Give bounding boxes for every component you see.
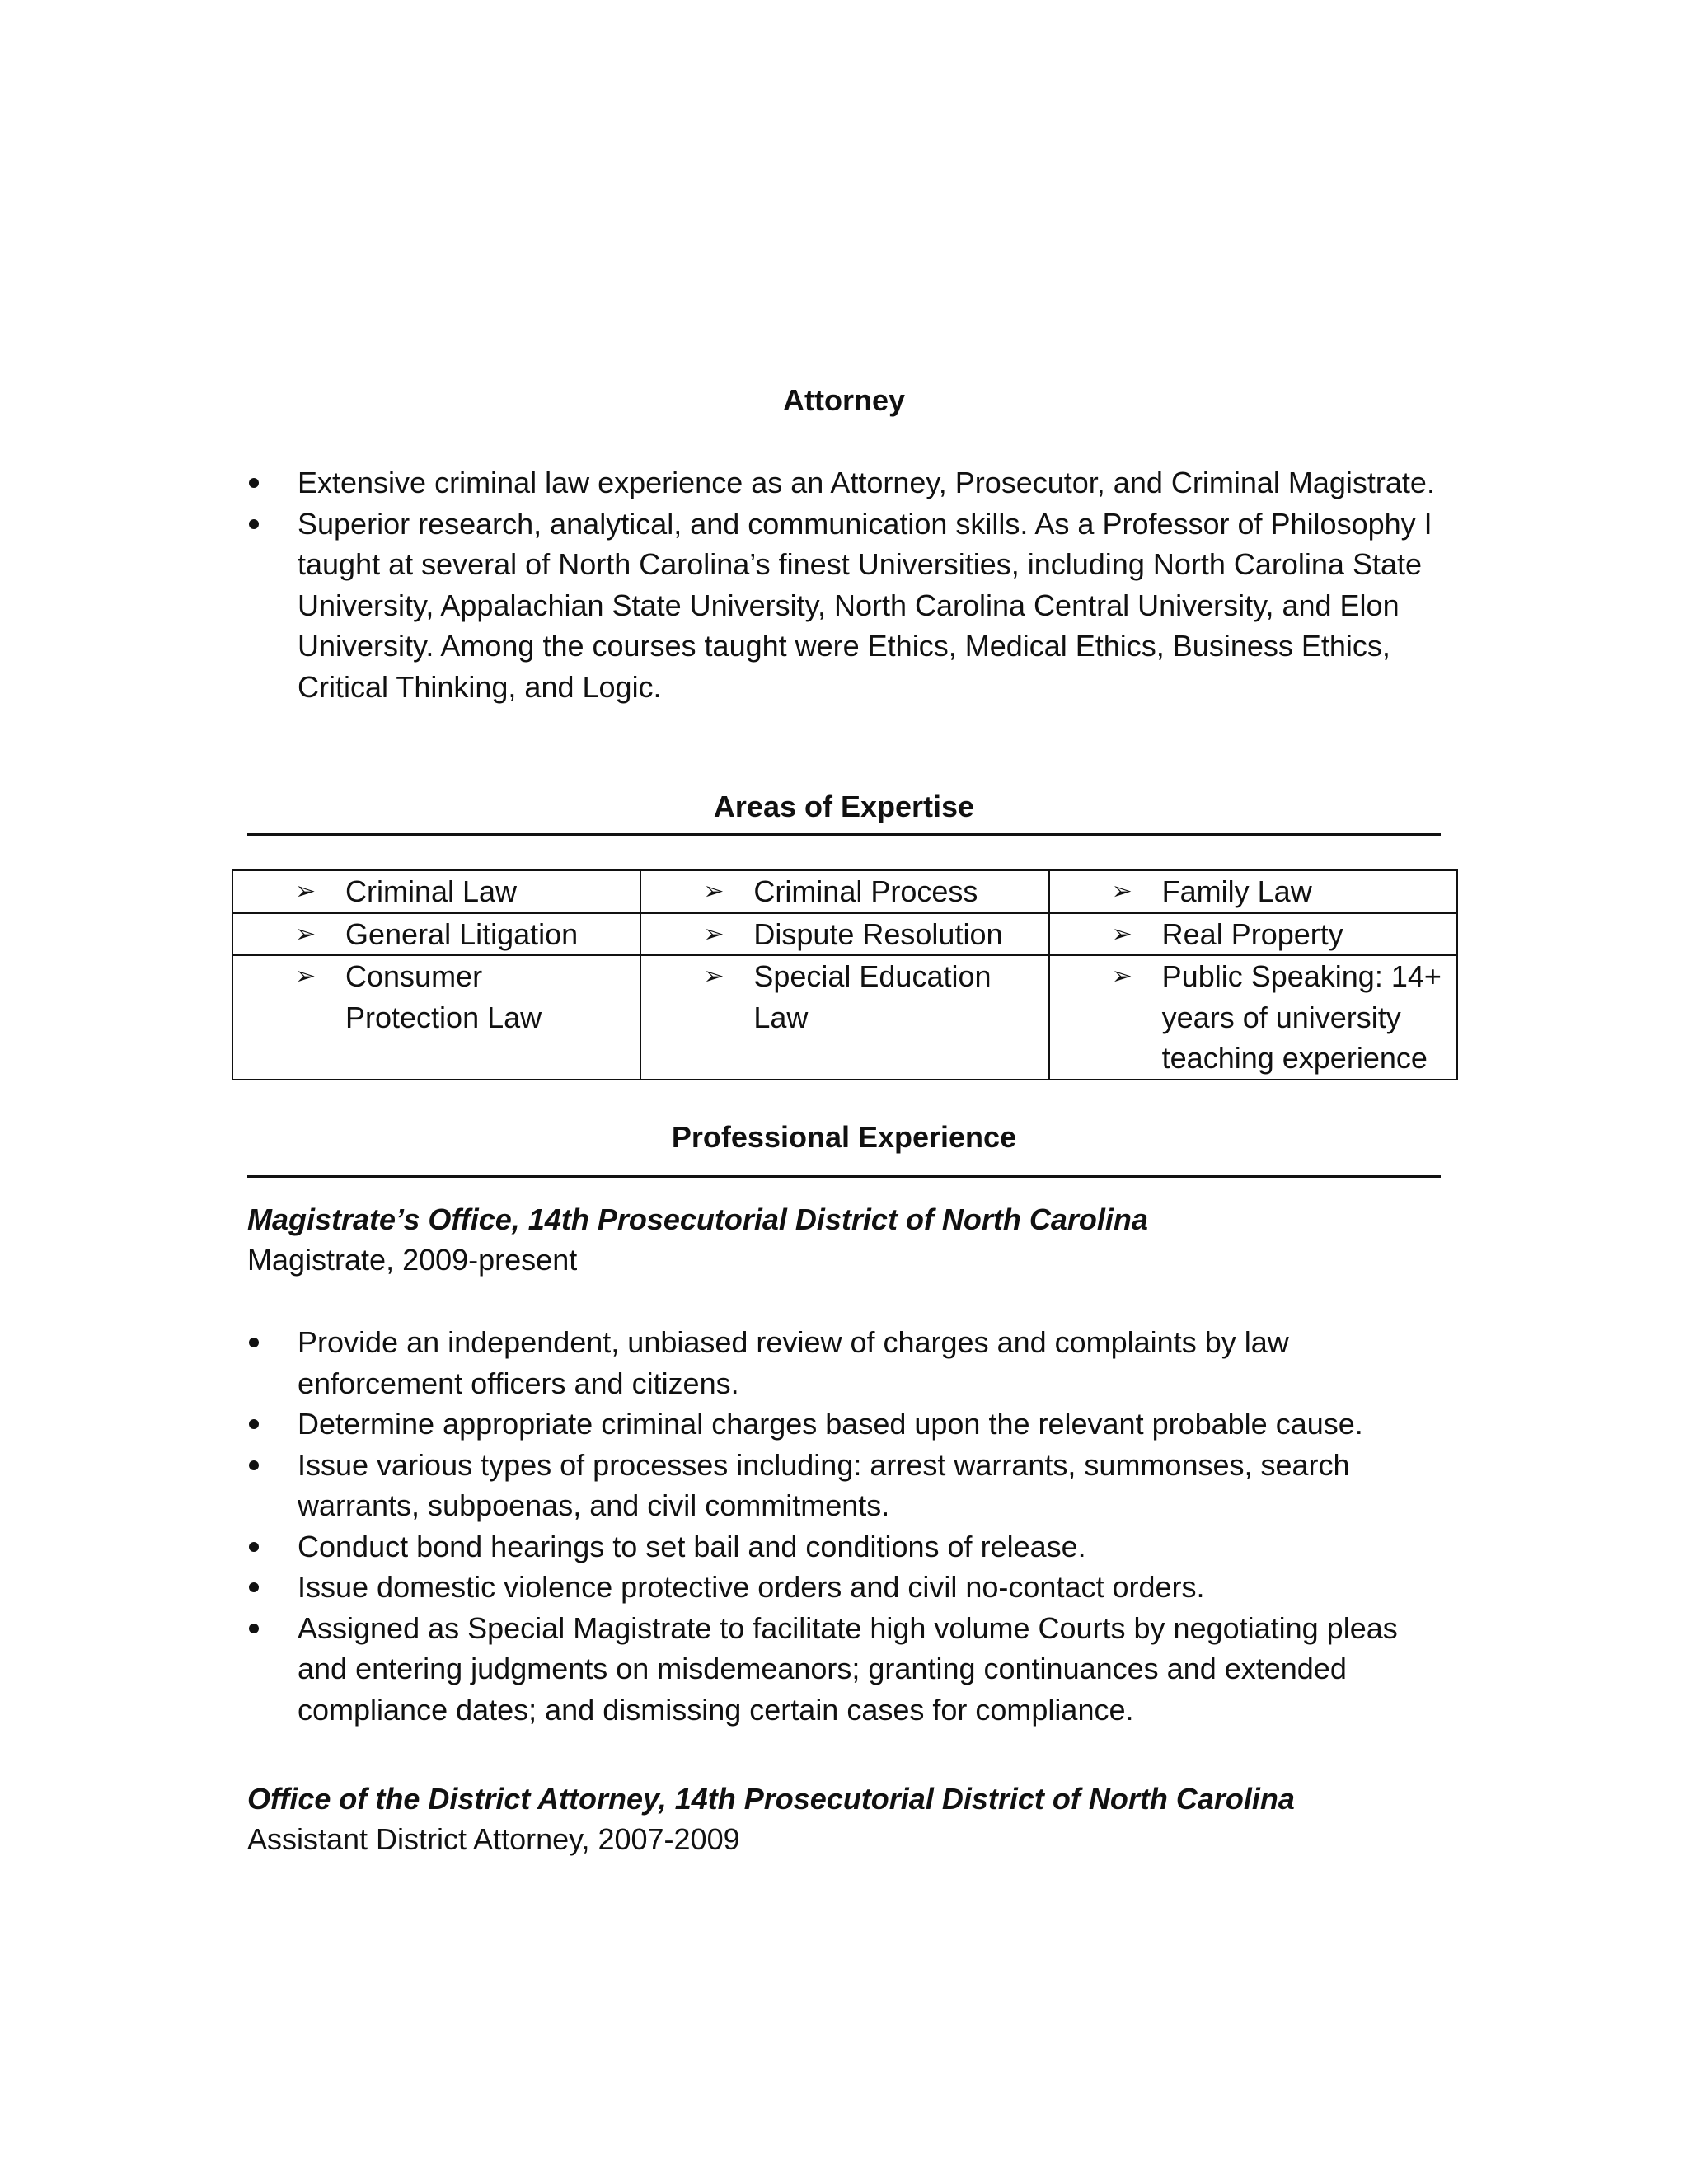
list-item: Provide an independent, unbiased review of charges and complaints by law enforcement officers and citizens.: [247, 1322, 1451, 1404]
section-divider: [247, 1175, 1441, 1178]
summary-list: [247, 462, 1451, 707]
bullet-icon: [249, 1582, 259, 1592]
arrow-bullet-icon: ➢: [703, 920, 724, 948]
bullet-icon: [249, 1419, 259, 1429]
bullet-icon: [249, 1338, 259, 1347]
bullet-icon: [249, 1460, 259, 1470]
page-title: Attorney: [782, 383, 905, 417]
table-row: [232, 913, 1457, 956]
table-cell: ➢ Criminal Law: [232, 870, 640, 913]
arrow-bullet-icon: ➢: [295, 878, 316, 905]
section-divider: [247, 833, 1441, 836]
job-role: Assistant District Attorney, 2007-2009: [247, 1822, 740, 1856]
arrow-bullet-icon: ➢: [1111, 878, 1132, 905]
arrow-bullet-icon: ➢: [295, 963, 316, 990]
table-row: [232, 955, 1457, 1080]
expertise-heading: Areas of Expertise: [713, 790, 975, 823]
table-cell: ➢ Real Property: [1049, 913, 1457, 956]
employer-name: Magistrate’s Office, 14th Prosecutorial District of North Carolina: [247, 1202, 1148, 1236]
employer-name: Office of the District Attorney, 14th Prosecutorial District of North Carolina: [247, 1782, 1295, 1816]
list-item: Conduct bond hearings to set bail and conditions of release.: [247, 1526, 1451, 1568]
list-item: Issue domestic violence protective orders and civil no-contact orders.: [247, 1567, 1451, 1608]
table-cell: ➢ Consumer Protection Law: [232, 955, 640, 1080]
table-cell: ➢ General Litigation: [232, 913, 640, 956]
arrow-bullet-icon: ➢: [703, 878, 724, 905]
list-item: Determine appropriate criminal charges based upon the relevant probable cause.: [247, 1404, 1451, 1445]
bullet-icon: [249, 1624, 259, 1633]
table-cell: ➢ Dispute Resolution: [640, 913, 1048, 956]
list-item: Assigned as Special Magistrate to facilitate high volume Courts by negotiating pleas and entering judgments on misdemeanors; granting continuances and extended compliance dates; and dismissing certain cases for compliance.: [247, 1608, 1451, 1731]
list-item: Issue various types of processes including: arrest warrants, summonses, search warrants, subpoenas, and civil commitments.: [247, 1445, 1451, 1526]
arrow-bullet-icon: ➢: [1111, 920, 1132, 948]
arrow-bullet-icon: ➢: [1111, 963, 1132, 990]
job-role: Magistrate, 2009-present: [247, 1243, 578, 1277]
table-cell: ➢ Special Education Law: [640, 955, 1048, 1080]
bullet-icon: [249, 1542, 259, 1552]
expertise-table: [232, 869, 1458, 1080]
table-cell: ➢ Family Law: [1049, 870, 1457, 913]
list-item: Superior research, analytical, and communication skills. As a Professor of Philosophy I taught at several of North Carolina’s finest Universities, including North Carolina State University, Appalachian State University, North Carolina Central University, and Elon University. Among the courses taught were Ethics, Medical Ethics, Business Ethics, Critical Thinking, and Logic.: [247, 504, 1451, 708]
table-cell: ➢ Criminal Process: [640, 870, 1048, 913]
arrow-bullet-icon: ➢: [295, 920, 316, 948]
duties-list: [247, 1322, 1451, 1730]
arrow-bullet-icon: ➢: [703, 963, 724, 990]
bullet-icon: [249, 478, 259, 488]
experience-heading: Professional Experience: [671, 1120, 1017, 1154]
list-item: Extensive criminal law experience as an Attorney, Prosecutor, and Criminal Magistrate.: [247, 462, 1451, 504]
table-cell: ➢ Public Speaking: 14+ years of university teaching experience: [1049, 955, 1457, 1080]
table-row: [232, 870, 1457, 913]
bullet-icon: [249, 519, 259, 529]
